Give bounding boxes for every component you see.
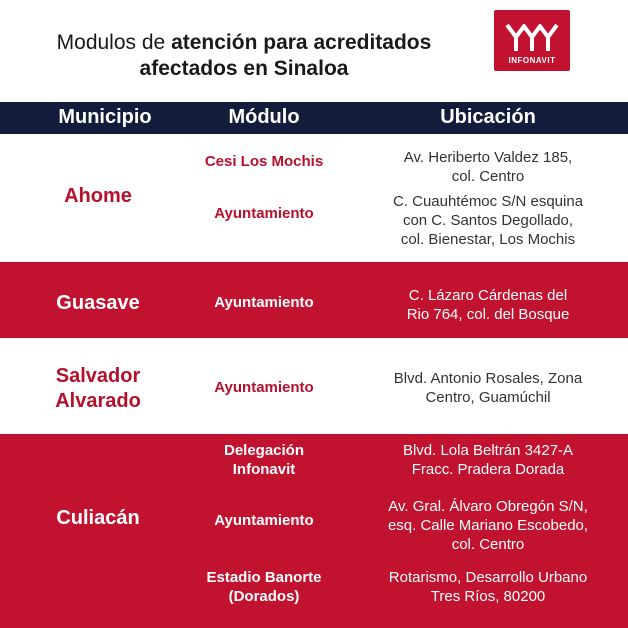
modulo-cell: Ayuntamiento xyxy=(214,379,314,396)
modulo-cell: Delegación Infonavit xyxy=(223,442,305,478)
page-header xyxy=(0,0,628,102)
ubicacion-cell: Blvd. Lola Beltrán 3427-A Fracc. Pradera Dorada xyxy=(402,442,574,478)
modulo-cell: Cesi Los Mochis xyxy=(204,153,324,170)
ubicacion-cell: C. Cuauhtémoc S/N esquina con C. Santos Degollado, col. Bienestar, Los Mochis xyxy=(392,193,584,248)
modulo-cell: Ayuntamiento xyxy=(214,294,314,311)
table-row-culiacan xyxy=(0,434,628,628)
modulo-cell: Estadio Banorte (Dorados) xyxy=(206,569,322,605)
table-row-ahome xyxy=(0,134,628,262)
infonavit-emblem-icon xyxy=(503,15,561,55)
modulo-cell: Ayuntamiento xyxy=(214,512,314,529)
page-title xyxy=(0,30,488,82)
municipio-cell: Guasave xyxy=(56,292,140,314)
column-header-ubicacion: Ubicación xyxy=(440,106,536,128)
infonavit-logo xyxy=(494,10,570,71)
table-row-guasave xyxy=(0,262,628,338)
title-line-2: afectados en Sinaloa xyxy=(139,57,349,80)
logo-text: INFONAVIT xyxy=(508,56,556,65)
table-row-salvador-alvarado xyxy=(0,338,628,434)
title-line-1: Modulos de atención para acreditados xyxy=(56,31,432,54)
ubicacion-cell: C. Lázaro Cárdenas del Rio 764, col. del Bosque xyxy=(406,287,570,323)
modulo-cell: Ayuntamiento xyxy=(214,205,314,222)
municipio-cell: Ahome xyxy=(64,185,132,207)
municipio-cell: Salvador Alvarado xyxy=(55,365,141,412)
column-header-modulo: Módulo xyxy=(228,106,300,128)
ubicacion-cell: Av. Gral. Álvaro Obregón S/N, esq. Calle Mariano Escobedo, col. Centro xyxy=(387,498,589,553)
column-header-municipio: Municipio xyxy=(58,106,152,128)
ubicacion-cell: Blvd. Antonio Rosales, Zona Centro, Guamúchil xyxy=(393,370,583,406)
ubicacion-cell: Av. Heriberto Valdez 185, col. Centro xyxy=(403,149,573,185)
table-header xyxy=(0,102,628,134)
municipio-cell: Culiacán xyxy=(56,507,140,529)
ubicacion-cell: Rotarismo, Desarrollo Urbano Tres Ríos, 80200 xyxy=(388,569,588,605)
